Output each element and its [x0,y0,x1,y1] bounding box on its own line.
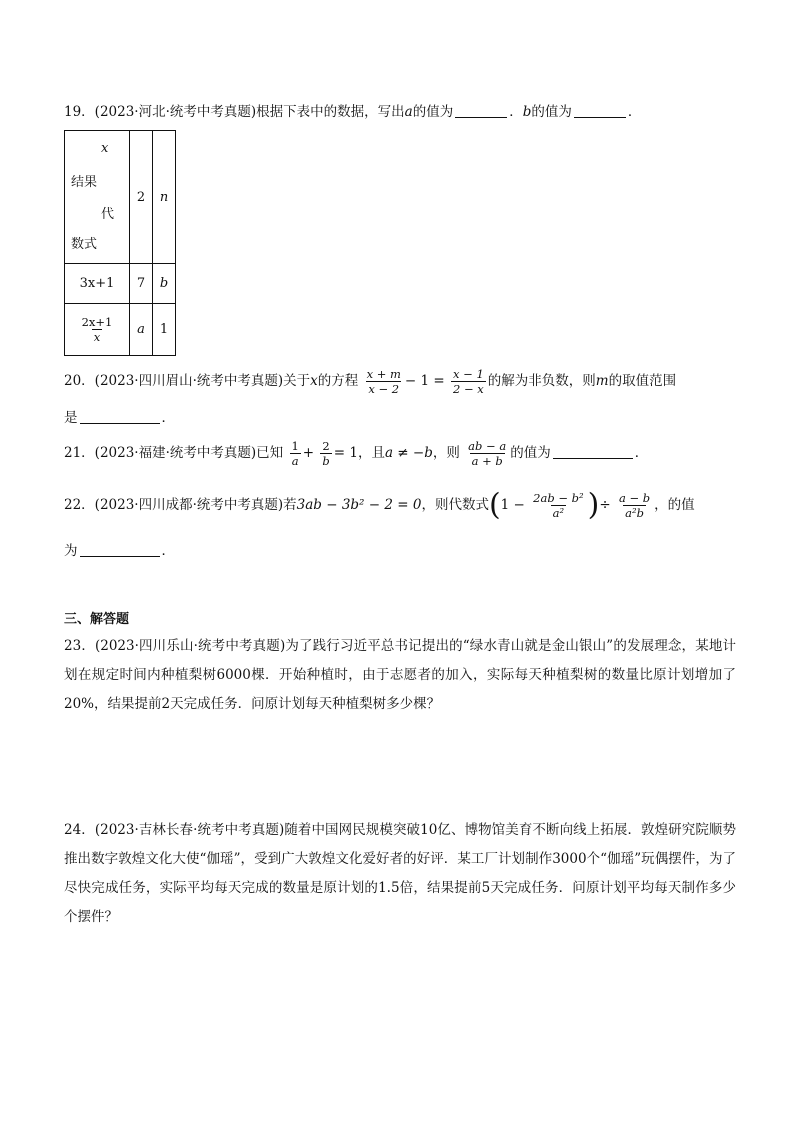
q20-frac1: $\frac{x + m}{x - 2}$ [366,367,401,396]
q20-minus1: − 1 = [404,373,445,389]
q22-line2: 为 [64,543,78,559]
question-22: 22．(2023·四川成都·统考中考真题)若3ab − 3b² − 2 = 0，则代数式(1 − $\frac{\text{2ab − b²}}{\text{a²}}$ )÷ $\frac{a - b}{\text{a²b}}$ ，的值 [64,487,695,523]
q22-mid: ，则代数式 [421,497,489,513]
question-24: 24．(2023·吉林长春·统考中考真题)随着中国网民规模突破10亿、博物馆美育不断向线上拓展．敦煌研究院顺势推出数字敦煌文化大使“伽瑶”，受到广大敦煌文化爱好者的好评．某工厂计划制作3000个“伽瑶”玩偶摆件，为了尽快完成任务，实际平均每天完成的数量是原计划的1.5倍，结果提前5天完成任务．问原计划平均每天制作多少个摆件？ [64,822,736,925]
header-dai: 代 [101,207,115,222]
q20-var-m: m [595,373,609,389]
q21-blank[interactable] [553,444,633,459]
q21-cond: a ≠ −b [384,445,433,461]
q21-mid: ，则 [432,445,460,461]
question-22-line2 [64,536,734,566]
q19-prefix: 19．(2023·河北·统考中考真题)根据下表中的数据，写出 [64,104,405,120]
q21-end: ． [634,445,649,461]
header-x: x [101,141,109,156]
question-21 [64,438,734,468]
q21-plus: + [302,445,315,461]
question-23: 23．(2023·四川乐山·统考中考真题)为了践行习近平总书记提出的“绿水青山就是金山银山”的发展理念，某地计划在规定时间内种植梨树6000棵．开始种植时，由于志愿者的加入，实际每天种植梨树的数量比原计划增加了20%，结果提前2天完成任务．问原计划每天种植梨树多少棵？ [64,638,736,712]
q21-frac1: $\frac{1}{a}$ [291,439,299,468]
q19-var-a: a [404,104,413,120]
section-heading: 三、解答题 [64,612,130,627]
table-col-2-header: n [153,131,176,264]
q19-mid1: 的值为 [412,104,454,120]
q19-value-table [64,130,176,356]
table-row1-c1: 7 [130,264,153,304]
table-row1-label: 3x+1 [65,264,130,304]
q20-var-x: x [310,373,318,389]
table-row1-c2: b [153,264,176,304]
q21-frac3: $\frac{ab - a}{a + b}$ [468,439,507,468]
question-20-line2 [64,403,734,433]
table-row2-label: $\frac{2x+1}{x}$ [65,304,130,356]
q21-mid2: 的值为 [510,445,551,461]
q20-blank[interactable] [80,409,160,424]
q22-div: ÷ [599,497,611,513]
q22-blank[interactable] [80,542,160,557]
question-20 [64,366,734,396]
q19-mid2: 的值为 [531,104,572,120]
q22-cond: 3ab − 3b² − 2 = 0 [296,497,422,513]
q20-prefix: 20．(2023·四川眉山·统考中考真题)关于 [64,373,311,389]
q22-frac1: $\frac{\text{2ab − b²}}{\text{a²}}$ [533,491,584,520]
q22-end2: ． [161,543,175,559]
q20-end2: ． [161,410,175,426]
q19-end: ． [627,104,642,120]
q19-blank-b[interactable] [574,103,626,118]
q21-eq: = 1，且 [333,445,385,461]
q22-end1: ，的值 [654,497,695,513]
q21-frac2: $\frac{2}{b}$ [322,439,330,468]
q19-var-b: b [522,104,532,120]
question-19 [64,97,734,127]
q20-mid2: 的解为非负数，则 [487,373,596,389]
q22-inner-one: 1 − [500,497,525,513]
table-header-diagonal [65,131,130,264]
q20-frac2: $\frac{x - 1}{2 - x}$ [453,367,484,396]
q19-dot: ． [509,104,523,120]
table-col-1-header: 2 [130,131,153,264]
q22-prefix: 22．(2023·四川成都·统考中考真题)若 [64,497,297,513]
q20-line2: 是 [64,410,78,426]
table-row2-c2: 1 [153,304,176,356]
header-shushi: 数式 [71,237,98,252]
q20-end1: 的取值范围 [608,373,677,389]
q22-frac2: $\frac{a - b}{\text{a²b}}$ [618,491,651,520]
q21-prefix: 21．(2023·福建·统考中考真题)已知 [64,445,284,461]
header-jieguo: 结果 [71,175,98,190]
q20-mid1: 的方程 [317,373,359,389]
q19-blank-a[interactable] [455,103,507,118]
table-row2-c1: a [130,304,153,356]
